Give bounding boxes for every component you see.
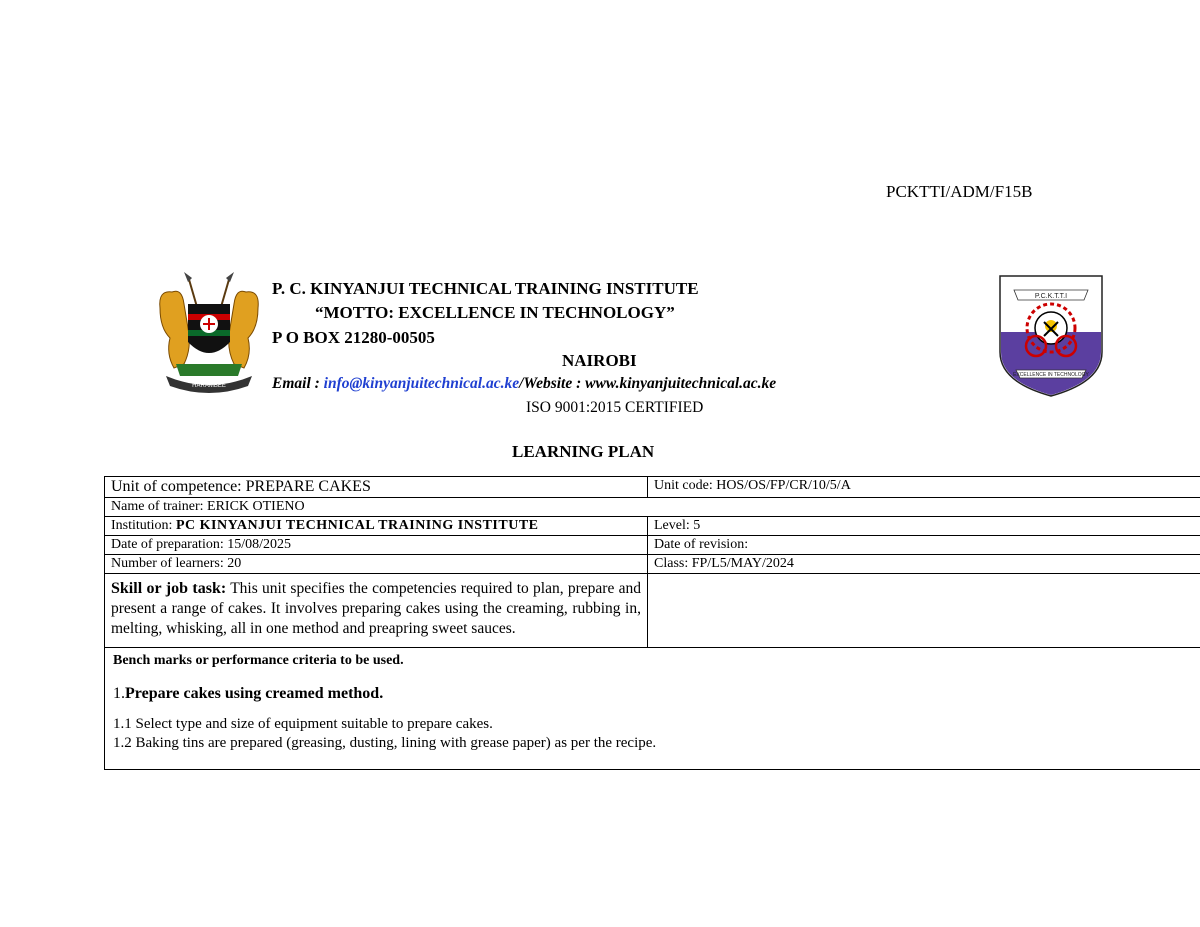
preparation-date-cell: Date of preparation: 15/08/2025	[105, 536, 648, 555]
table-row	[105, 498, 1200, 517]
skill-text: This unit specifies the competencies required to plan, prepare and present a range of cakes. It involves preparing cakes using the creaming, rubbing in, melting, whisking, all in one method and preapring sweet sauces.	[111, 580, 642, 637]
table-row	[105, 536, 1200, 555]
institute-ribbon-text: EXCELLENCE IN TECHNOLOGY	[1013, 372, 1089, 378]
institution-value: PC KINYANJUI TECHNICAL TRAINING INSTITUTE	[175, 518, 539, 533]
website-link[interactable]: www.kinyanjuitechnical.ac.ke	[585, 375, 777, 392]
page-title: LEARNING PLAN	[512, 442, 655, 461]
kenya-coat-of-arms-logo	[148, 268, 270, 396]
benchmarks-cell	[105, 648, 1200, 770]
table-row	[105, 648, 1200, 770]
level-cell: Level: 5	[648, 517, 1200, 536]
institute-motto: “MOTTO: EXCELLENCE IN TECHNOLOGY”	[315, 303, 675, 322]
institute-shield-logo	[996, 270, 1106, 398]
skill-task-cell	[105, 574, 648, 648]
learners-cell: Number of learners: 20	[105, 555, 648, 574]
criteria-title: Prepare cakes using creamed method.	[125, 685, 384, 702]
table-row	[105, 555, 1200, 574]
skill-label: Skill or job task:	[111, 580, 227, 597]
city: NAIROBI	[562, 351, 637, 370]
po-box: P O BOX 21280-00505	[272, 328, 435, 347]
unit-code-cell: Unit code: HOS/OS/FP/CR/10/5/A	[648, 477, 1200, 498]
coat-of-arms-motto: HARAMBEE	[192, 383, 226, 389]
institute-banner-text: P.C.K.T.T.I	[1034, 293, 1068, 300]
unit-value: PREPARE CAKES	[245, 478, 371, 495]
learning-plan-table	[104, 476, 1200, 770]
contact-line	[272, 375, 776, 393]
criteria-item: 1.2 Baking tins are prepared (greasing, dusting, lining with grease paper) as per the recipe.	[113, 735, 657, 751]
revision-date-cell: Date of revision:	[648, 536, 1200, 555]
unit-label: Unit of competence:	[111, 478, 246, 495]
institute-name: P. C. KINYANJUI TECHNICAL TRAINING INSTITUTE	[272, 279, 699, 298]
benchmarks-heading: Bench marks or performance criteria to be used.	[113, 653, 404, 668]
table-row	[105, 477, 1200, 498]
website-label: /Website :	[519, 375, 586, 392]
empty-cell	[648, 574, 1200, 648]
trainer-cell: Name of trainer: ERICK OTIENO	[105, 498, 1200, 517]
unit-of-competence-cell	[105, 477, 648, 498]
criteria-number: 1.	[113, 685, 125, 702]
table-row	[105, 517, 1200, 536]
institution-label: Institution:	[111, 518, 176, 533]
iso-certification: ISO 9001:2015 CERTIFIED	[526, 399, 704, 416]
institution-cell	[105, 517, 648, 536]
email-label: Email :	[272, 375, 324, 392]
criteria-item: 1.1 Select type and size of equipment suitable to prepare cakes.	[113, 716, 493, 732]
document-reference: PCKTTI/ADM/F15B	[886, 182, 1033, 201]
performance-criteria-title	[113, 685, 1200, 703]
email-link[interactable]: info@kinyanjuitechnical.ac.ke	[323, 375, 520, 392]
table-row	[105, 574, 1200, 648]
class-cell: Class: FP/L5/MAY/2024	[648, 555, 1200, 574]
